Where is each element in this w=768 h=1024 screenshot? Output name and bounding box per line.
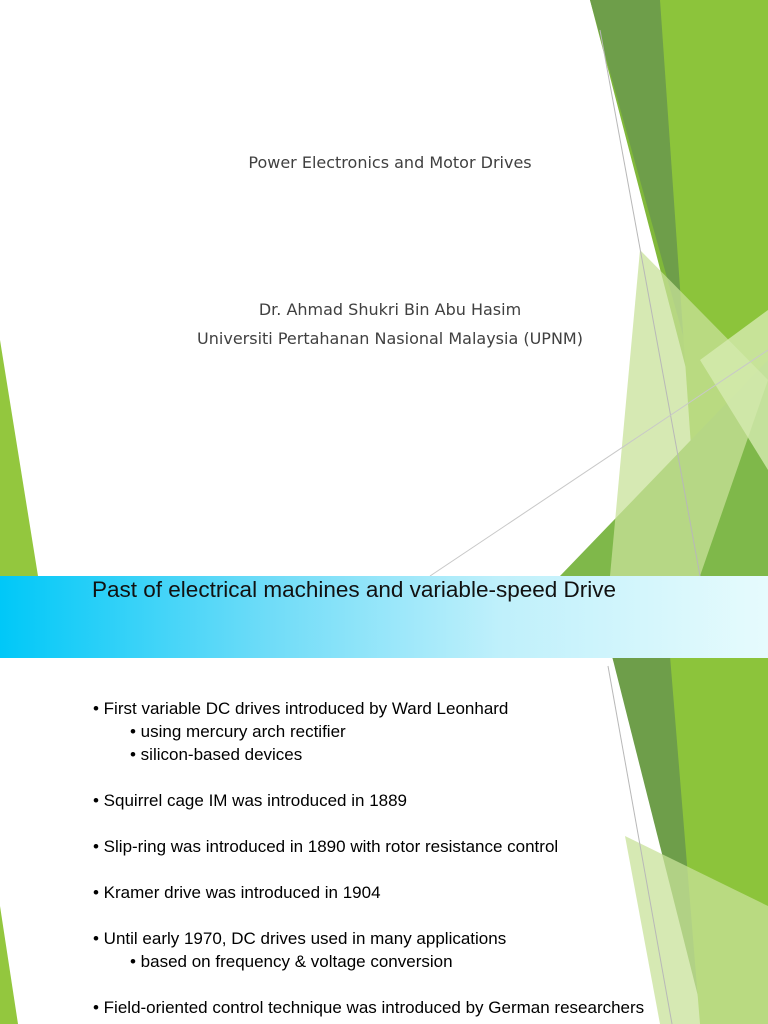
bullet-item: • Kramer drive was introduced in 1904 xyxy=(93,883,381,902)
author-affiliation: Universiti Pertahanan Nasional Malaysia (UPNM) xyxy=(197,329,583,348)
bullet-item: • First variable DC drives introduced by Ward Leonhard xyxy=(93,699,509,718)
bullet-item: • Field-oriented control technique was introduced by German researchers xyxy=(93,998,645,1017)
slide-heading: Past of electrical machines and variable-speed Drive xyxy=(92,577,617,602)
sub-bullet-item: • silicon-based devices xyxy=(130,745,303,764)
author-name: Dr. Ahmad Shukri Bin Abu Hasim xyxy=(258,300,522,319)
bullet-item: • Until early 1970, DC drives used in many applications xyxy=(93,929,507,948)
bullet-item: • Squirrel cage IM was introduced in 1889 xyxy=(93,791,408,810)
heading-band xyxy=(0,576,768,658)
presentation-title: Power Electronics and Motor Drives xyxy=(248,153,532,172)
bullet-item: • Slip-ring was introduced in 1890 with rotor resistance control xyxy=(93,837,559,856)
left-green-sliver xyxy=(0,340,38,576)
sub-bullet-item: • using mercury arch rectifier xyxy=(130,722,346,741)
content-slide xyxy=(0,576,768,1024)
sub-bullet-item: • based on frequency & voltage conversion xyxy=(130,952,453,971)
left-green-sliver-2 xyxy=(0,906,18,1024)
